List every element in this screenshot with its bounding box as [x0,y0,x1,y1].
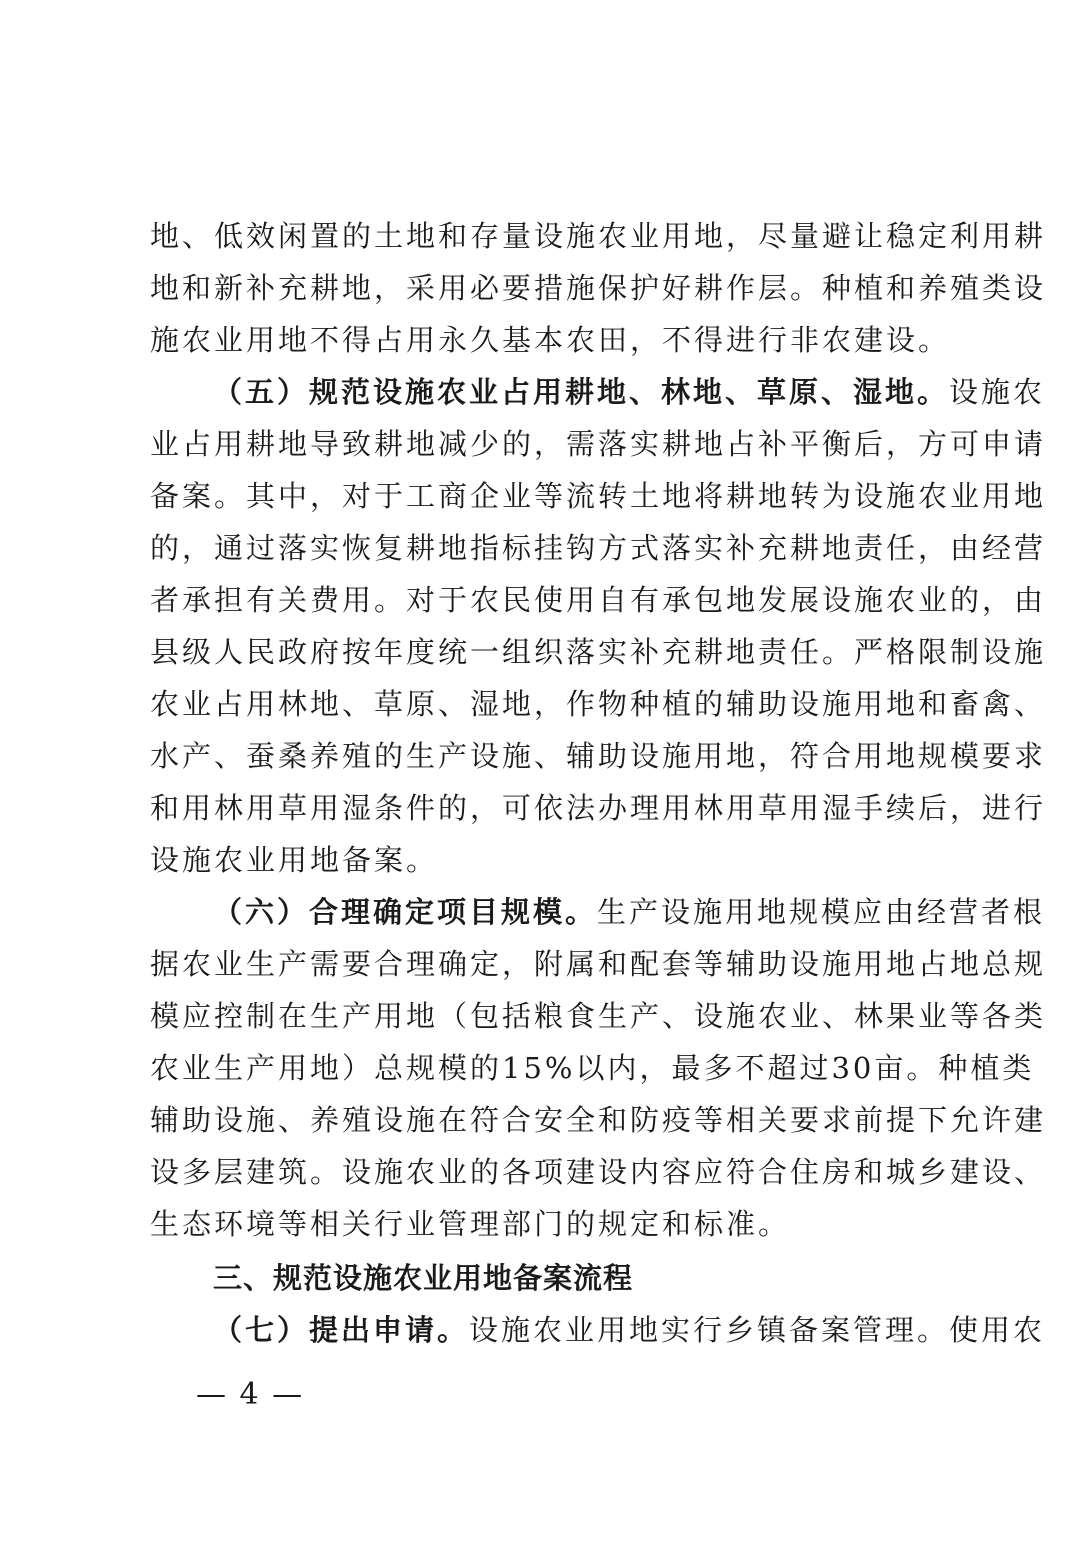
section-7-first-line-text: 设施农业用地实行乡镇备案管理。使用农 [469,1313,1046,1347]
body-line: 地、低效闲置的土地和存量设施农业用地，尽量避让稳定利用耕 [150,219,1047,253]
body-line: 生态环境等相关行业管理部门的规定和标准。 [150,1207,791,1241]
body-line: 水产、蚕桑养殖的生产设施、辅助设施用地，符合用地规模要求 [150,739,1047,773]
section-5-first-line-text: 设施农 [949,375,1046,409]
chapter-heading: 三、规范设施农业用地备案流程 [213,1261,634,1295]
section-6-title: （六）合理确定项目规模。 [213,895,598,929]
body-line: 辅助设施、养殖设施在符合安全和防疫等相关要求前提下允许建 [150,1103,1047,1137]
body-line: 模应控制在生产用地（包括粮食生产、设施农业、林果业等各类 [150,999,1047,1033]
section-7-first-line [213,1310,1046,1350]
section-6-first-line [213,892,1046,932]
section-5-title: （五）规范设施农业占用耕地、林地、草原、湿地。 [213,375,950,409]
body-line: 农业占用林地、草原、湿地，作物种植的辅助设施用地和畜禽、 [150,687,1047,721]
section-7-title: （七）提出申请。 [213,1313,470,1347]
body-line: 设多层建筑。设施农业的各项建设内容应符合住房和城乡建设、 [150,1155,1047,1189]
body-line: 备案。其中，对于工商企业等流转土地将耕地转为设施农业用地 [150,479,1047,513]
body-line: 据农业生产需要合理确定，附属和配套等辅助设施用地占地总规 [150,947,1047,981]
body-line: 地和新补充耕地，采用必要措施保护好耕作层。种植和养殖类设 [150,271,1047,305]
page-number: — 4 — [196,1377,305,1412]
body-line: 农业生产用地）总规模的15%以内，最多不超过30亩。种植类 [150,1051,1035,1085]
body-line: 业占用耕地导致耕地减少的，需落实耕地占补平衡后，方可申请 [150,427,1047,461]
body-line: 县级人民政府按年度统一组织落实补充耕地责任。严格限制设施 [150,635,1047,669]
section-6-first-line-text: 生产设施用地规模应由经营者根 [597,895,1046,929]
body-line: 者承担有关费用。对于农民使用自有承包地发展设施农业的，由 [150,583,1047,617]
body-line: 的，通过落实恢复耕地指标挂钩方式落实补充耕地责任，由经营 [150,531,1047,565]
body-line: 设施农业用地备案。 [150,843,439,877]
body-line: 和用林用草用湿条件的，可依法办理用林用草用湿手续后，进行 [150,791,1047,825]
body-line: 施农业用地不得占用永久基本农田，不得进行非农建设。 [150,323,951,357]
section-5-first-line [213,372,1046,412]
